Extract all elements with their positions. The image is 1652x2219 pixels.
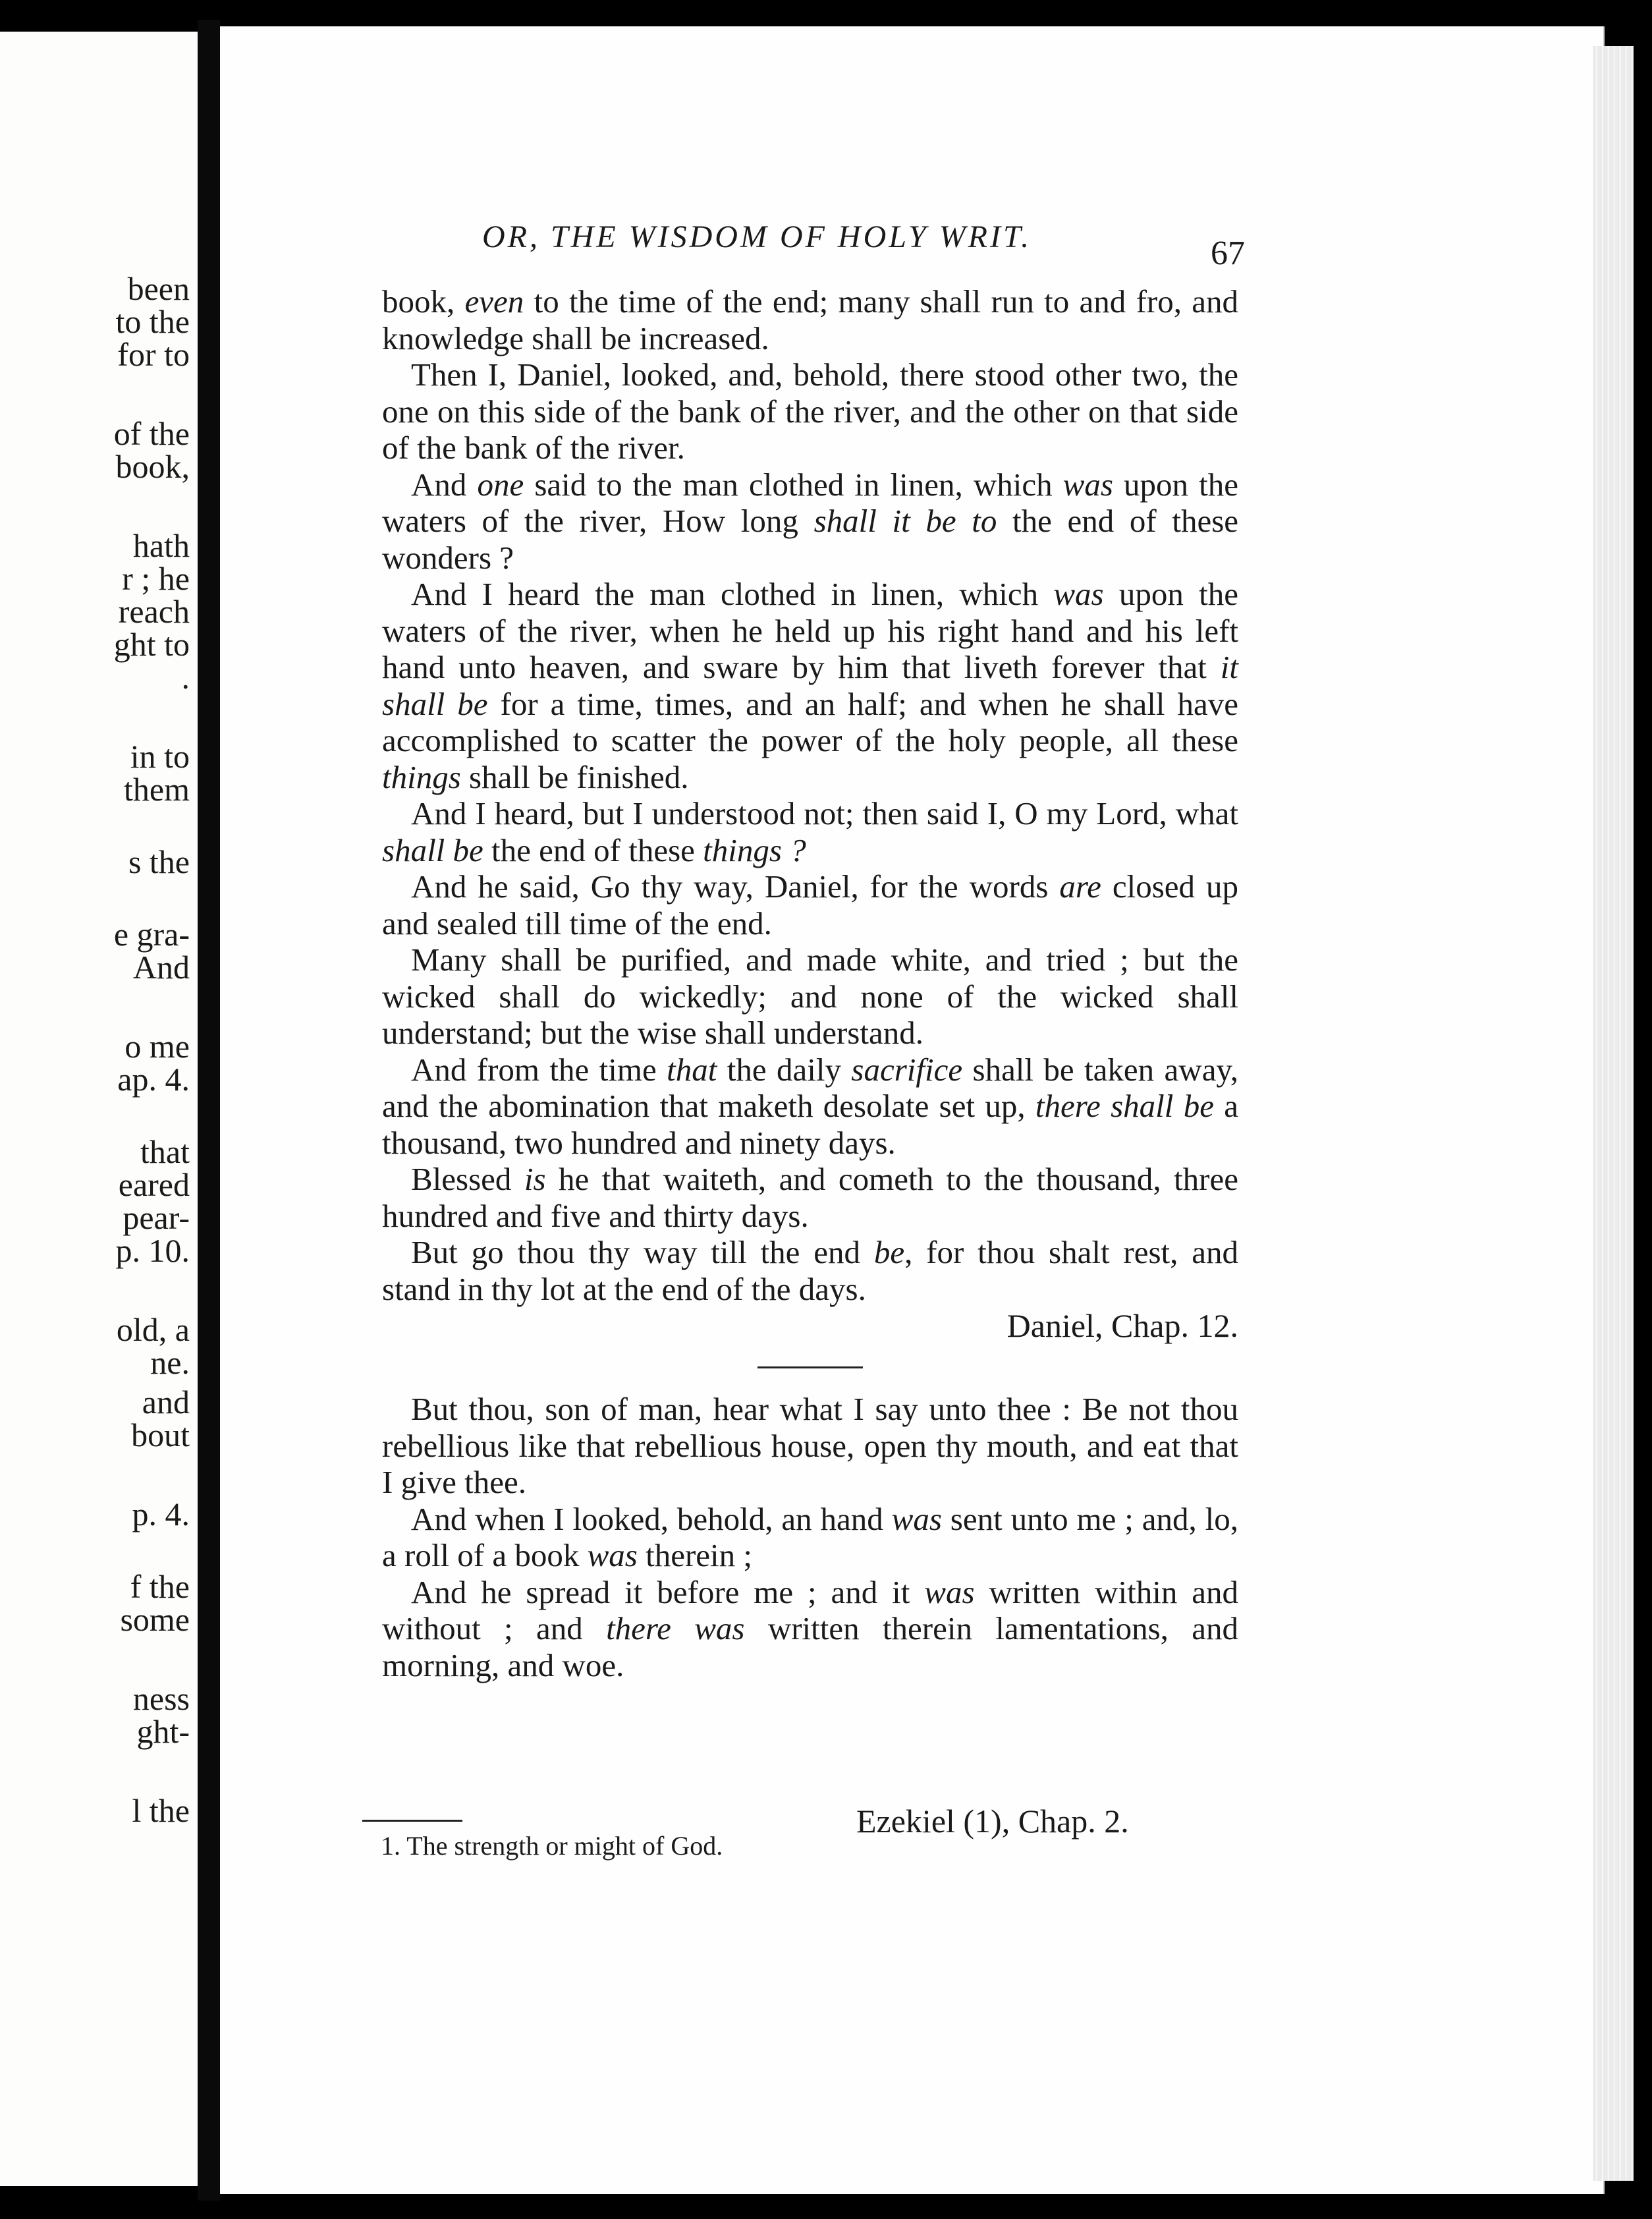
italic-text: shall it be to: [813, 503, 997, 539]
left-page-fragment: them: [124, 771, 190, 808]
left-page-fragment: for to: [117, 336, 190, 373]
left-page-fragment: ness: [132, 1680, 190, 1717]
left-page-fragment: that: [140, 1133, 190, 1170]
paragraph: Many shall be purified, and made white, and tried ; but the wicked shall do wickedly; and none of the wicked shall understand; but the wise shall understand.: [382, 941, 1238, 1051]
left-page-fragment: been: [127, 270, 190, 307]
daniel-attribution: Daniel, Chap. 12.: [1006, 1307, 1238, 1344]
left-page-fragment: book,: [115, 448, 190, 485]
running-head: OR, THE WISDOM OF HOLY WRIT.: [482, 219, 1032, 254]
left-page-fragment: ap. 4.: [117, 1061, 190, 1098]
left-page-fragment: reach: [118, 593, 190, 630]
left-page-fragment: of the: [113, 415, 190, 452]
italic-text: are: [1059, 868, 1101, 905]
left-page-fragment: ght-: [136, 1713, 190, 1750]
section-divider: [757, 1366, 863, 1368]
italic-text: even: [464, 283, 524, 320]
left-page-fragment: l the: [132, 1792, 190, 1829]
left-page-fragment: ne.: [150, 1344, 190, 1381]
left-page-fragment: f the: [130, 1568, 190, 1605]
italic-text: shall be: [382, 831, 483, 868]
paragraph: But thou, son of man, hear what I say unto thee : Be not thou rebellious like that rebellious house, open thy mouth, and eat that I give thee.: [382, 1391, 1238, 1500]
paragraph: And he said, Go thy way, Daniel, for the words are closed up and sealed till time of the end.: [382, 868, 1238, 941]
italic-text: is: [524, 1161, 546, 1197]
italic-text: things ?: [703, 831, 806, 868]
paragraph: Then I, Daniel, looked, and, behold, there stood other two, the one on this side of the bank of the river, and the other on that side of the bank of the river.: [382, 356, 1238, 466]
italic-text: was: [1062, 466, 1113, 503]
left-page-fragment: ght to: [113, 626, 190, 663]
left-page-fragment: old, a: [116, 1311, 190, 1348]
italic-text: sacrifice: [851, 1051, 963, 1088]
paragraph: And he spread it before me ; and it was written within and without ; and there was written therein lamentations, and morning, and woe.: [382, 1573, 1238, 1683]
left-page-fragment: in to: [130, 738, 190, 775]
paragraph: Blessed is he that waiteth, and cometh to the thousand, three hundred and five and thirty days.: [382, 1161, 1238, 1234]
left-page-fragment: some: [120, 1601, 190, 1638]
page-edge: [1593, 46, 1634, 2181]
paragraph: And from the time that the daily sacrifice shall be taken away, and the abomination that maketh desolate set up, there shall be a thousand, two hundred and ninety days.: [382, 1051, 1239, 1161]
italic-text: was: [891, 1500, 942, 1537]
paragraph: And I heard, but I understood not; then said I, O my Lord, what shall be the end of these things ?: [382, 795, 1238, 868]
left-page-fragment: eared: [118, 1166, 190, 1203]
left-page-fragment: e gra-: [113, 916, 190, 953]
left-page-fragment: p. 4.: [132, 1496, 190, 1532]
ezekiel-attribution: Ezekiel (1), Chap. 2.: [856, 1803, 1129, 1840]
left-page-fragment: o me: [124, 1028, 190, 1065]
italic-text: things: [382, 758, 461, 795]
left-page-fragment: and: [142, 1384, 190, 1420]
daniel-passage: [382, 283, 1238, 1307]
left-page-fragment: And: [132, 949, 190, 986]
body-text: [382, 283, 1238, 1683]
italic-text: it shall be: [382, 649, 1238, 722]
left-facing-page: [0, 32, 198, 2186]
left-page-fragment: pear-: [123, 1199, 190, 1236]
italic-text: be: [873, 1234, 905, 1270]
left-page-fragment: r ; he: [122, 560, 190, 597]
ezekiel-passage: [382, 1391, 1238, 1683]
page-number: 67: [1211, 235, 1245, 272]
italic-text: was: [924, 1573, 975, 1610]
italic-text: one: [477, 466, 524, 503]
footnote-rule: [362, 1820, 462, 1822]
paragraph: And when I looked, behold, an hand was sent unto me ; and, lo, a roll of a book was therein ;: [382, 1500, 1238, 1573]
paragraph: But go thou thy way till the end be, for thou shalt rest, and stand in thy lot at the end of the days.: [382, 1234, 1238, 1307]
paragraph: And one said to the man clothed in linen, which was upon the waters of the river, How long shall it be to the end of these wonders ?: [382, 466, 1239, 576]
paragraph: And I heard the man clothed in linen, which was upon the waters of the river, when he held up his right hand and his left hand unto heaven, and sware by him that liveth forever that it shall be for a time, times, and an half; and when he shall have accomplished to scatter the power of the holy people, all these things shall be finished.: [382, 576, 1238, 795]
paragraph: book, even to the time of the end; many shall run to and fro, and knowledge shall be increased.: [382, 283, 1239, 356]
italic-text: there was: [606, 1610, 745, 1646]
left-page-fragment: to the: [115, 303, 190, 340]
footnote: 1. The strength or might of God.: [381, 1831, 723, 1861]
book-gutter: [198, 20, 220, 2201]
left-page-fragment: bout: [131, 1417, 190, 1453]
italic-text: there shall be: [1035, 1088, 1214, 1124]
italic-text: was: [587, 1537, 638, 1573]
italic-text: was: [1053, 576, 1104, 612]
left-page-fragment: s the: [128, 843, 190, 880]
left-page-fragment: .: [181, 659, 190, 696]
left-page-fragment: p. 10.: [115, 1232, 190, 1269]
italic-text: that: [667, 1051, 717, 1088]
left-page-fragment: hath: [132, 527, 190, 564]
